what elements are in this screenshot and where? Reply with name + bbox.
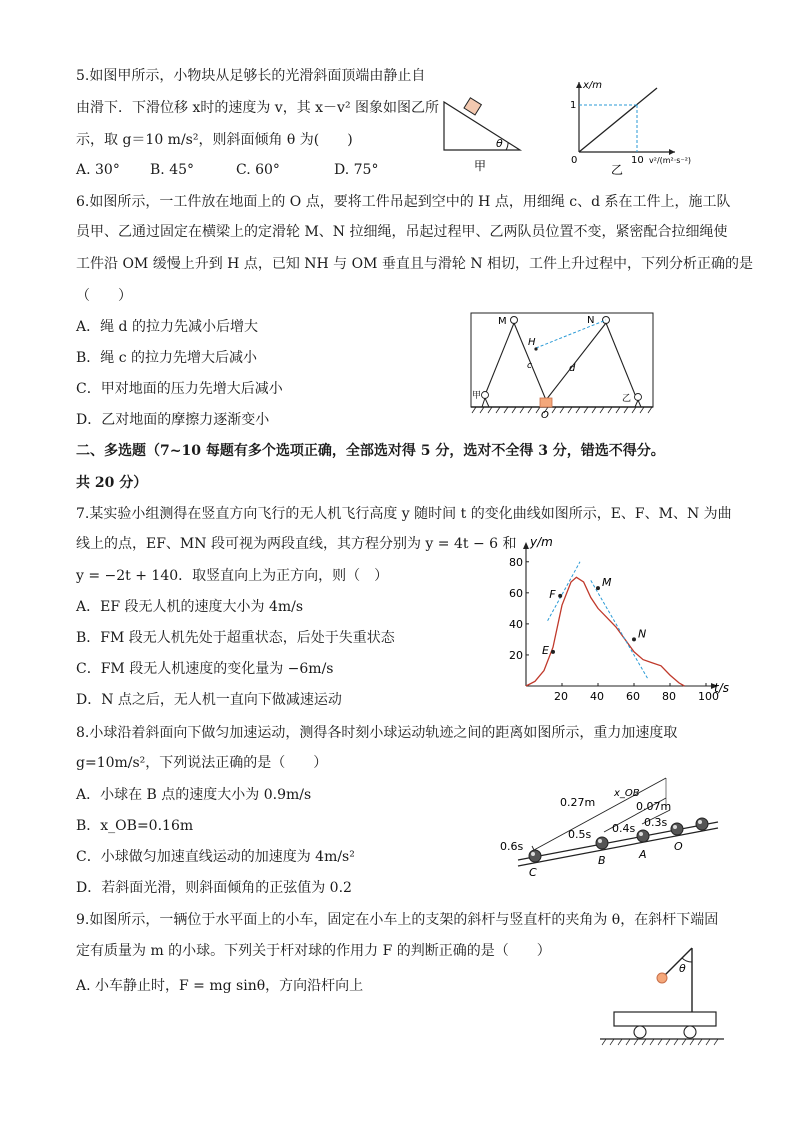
section2-heading-line1: 二、多选题（7~10 每题有多个选项正确，全部选对得 5 分，选对不全得 3 分，错选不得分。: [76, 443, 665, 459]
q8-time-05: 0.5s: [568, 828, 592, 841]
q7-chart-x-tick-label: 80: [662, 690, 676, 703]
q5-graph-xtick: 10: [631, 155, 644, 166]
q6-line1: 6.如图所示，一工件放在地面上的 O 点，要将工件吊起到空中的 H 点，用细绳 c、d 系在工件上，施工队: [76, 194, 731, 210]
q5-graph-origin: 0: [571, 155, 578, 166]
q7-chart-xlabel: t/s: [714, 681, 729, 695]
q6-option-b: B．绳 c 的拉力先增大后减小: [76, 350, 258, 366]
q5-option-b: B. 45°: [150, 162, 195, 178]
q7-line1: 7.某实验小组测得在竖直方向飞行的无人机飞行高度 y 随时间 t 的变化曲线如图所示，E、F、M、N 为曲: [76, 506, 732, 522]
q7-option-a: A．EF 段无人机的速度大小为 4m/s: [76, 599, 304, 615]
q6-label-n: N: [587, 315, 595, 326]
q8-label-b: B: [598, 854, 606, 867]
q7-chart-label-m: M: [602, 576, 612, 590]
q6-label-d: d: [569, 363, 576, 374]
q7-chart: [504, 534, 732, 704]
q7-chart-y-tick-label: 60: [509, 586, 523, 600]
section2-heading-line2: 共 20 分）: [76, 475, 148, 491]
q5-fig-jia-caption: 甲: [474, 159, 487, 173]
q7-chart-label-f: F: [549, 587, 556, 601]
q7-option-b: B．FM 段无人机先处于超重状态，后处于失重状态: [76, 630, 395, 646]
q7-chart-point-f: [558, 594, 562, 598]
q6-label-o: O: [541, 410, 549, 421]
q7-chart-x-tick-label: 60: [626, 690, 640, 703]
q7-option-c: C．FM 段无人机速度的变化量为 −6m/s: [76, 661, 334, 677]
q7-chart-point-n: [632, 637, 636, 641]
q9-line1: 9.如图所示，一辆位于水平面上的小车，固定在小车上的支架的斜杆与竖直杆的夹角为 θ，在斜杆下端固: [76, 912, 719, 928]
q5-graph-xlabel: v²/(m²·s⁻²): [649, 156, 692, 165]
q6-option-d: D．乙对地面的摩擦力逐渐变小: [76, 412, 270, 428]
q6-label-yi: 乙: [622, 394, 632, 404]
q7-chart-fit-lines: [548, 562, 649, 680]
q9-option-a: A. 小车静止时，F = mg sinθ，方向沿杆向上: [76, 978, 364, 994]
q8-line2: g=10m/s²，下列说法正确的是（ ）: [76, 755, 328, 771]
q6-label-h: H: [528, 337, 536, 348]
q6-line3: 工件沿 OM 缓慢上升到 H 点，已知 NH 与 OM 垂直且与滑轮 N 相切，工件上升过程中，下列分析正确的是: [76, 256, 754, 272]
q8-line1: 8.小球沿着斜面向下做匀加速运动，测得各时刻小球运动轨迹之间的距离如图所示，重力加速度取: [76, 725, 678, 741]
q7-chart-y-tick-label: 20: [509, 648, 523, 662]
q6-pulley-figure: [470, 312, 655, 421]
q7-chart-x-tick-label: 20: [554, 690, 568, 703]
q7-chart-point-e: [551, 650, 555, 654]
q7-chart-point-m: [596, 586, 600, 590]
q8-label-c: C: [529, 866, 537, 879]
q5-option-a: A. 30°: [76, 162, 120, 178]
q8-distance-027: 0.27m: [560, 796, 596, 809]
q5-line2: 由滑下．下滑位移 x时的速度为 v，其 x－v² 图象如图乙所: [76, 100, 440, 116]
q9-theta-label: θ: [679, 962, 686, 975]
q9-cart-figure: [598, 940, 728, 1050]
q5-line1: 5.如图甲所示，小物块从足够长的光滑斜面顶端由静止自: [76, 68, 426, 84]
q8-time-03: 0.3s: [644, 816, 668, 829]
q8-option-b: B．x_OB=0.16m: [76, 818, 194, 834]
q5-graph-figure: [565, 78, 705, 178]
q7-chart-y-arrow: [523, 542, 529, 549]
q7-chart-ylabel: y/m: [530, 535, 553, 549]
q5-line3: 示，取 g＝10 m/s²，则斜面倾角 θ 为( ): [76, 132, 353, 148]
q7-line2: 线上的点，EF、MN 段可视为两段直线，其方程分别为 y = 4t − 6 和: [76, 536, 517, 552]
q8-distance-xob: x_OB: [614, 788, 640, 799]
q8-incline-figure: [500, 772, 730, 882]
q8-time-04: 0.4s: [612, 822, 636, 835]
q8-label-a: A: [639, 848, 647, 861]
q6-label-c: c: [527, 361, 532, 371]
q5-theta-label: θ: [496, 137, 503, 150]
q8-label-o: O: [674, 840, 683, 853]
q5-option-d: D. 75°: [334, 162, 379, 178]
q7-chart-y-tick-label: 40: [509, 617, 523, 631]
q7-chart-x-tick-label: 40: [590, 690, 604, 703]
q8-option-c: C．小球做匀加速直线运动的加速度为 4m/s²: [76, 849, 355, 865]
q7-chart-label-e: E: [542, 643, 549, 657]
q9-line2: 定有质量为 m 的小球。下列关于杆对球的作用力 F 的判断正确的是（ ）: [76, 943, 551, 959]
q6-line2: 员甲、乙通过固定在横梁上的定滑轮 M、N 拉细绳，吊起过程甲、乙两队员位置不变，紧密配合拉细绳使: [76, 224, 728, 240]
q5-graph-ytick: 1: [570, 100, 577, 111]
q5-graph-ylabel: x/m: [583, 80, 603, 91]
q7-line3: y = −2t + 140．取竖直向上为正方向，则（ ）: [76, 568, 389, 584]
q7-option-d: D．N 点之后，无人机一直向下做减速运动: [76, 692, 342, 708]
q6-label-m: M: [498, 316, 507, 327]
q6-option-a: A．绳 d 的拉力先减小后增大: [76, 319, 258, 335]
q6-label-jia: 甲: [472, 391, 482, 401]
q8-option-d: D．若斜面光滑，则斜面倾角的正弦值为 0.2: [76, 880, 352, 896]
q7-chart-x-tick-label: 100: [698, 690, 719, 703]
q5-fig-yi-caption: 乙: [611, 163, 624, 177]
q6-option-c: C．甲对地面的压力先增大后减小: [76, 381, 283, 397]
q5-incline-figure: [430, 90, 530, 175]
q5-option-c: C. 60°: [236, 162, 280, 178]
q8-time-06: 0.6s: [500, 840, 524, 853]
q8-distance-007: 0.07m: [636, 800, 672, 813]
q7-chart-y-tick-label: 80: [509, 555, 523, 569]
q8-option-a: A．小球在 B 点的速度大小为 0.9m/s: [76, 787, 312, 803]
q7-chart-label-n: N: [638, 627, 647, 641]
q6-line4: （ ）: [76, 288, 132, 304]
